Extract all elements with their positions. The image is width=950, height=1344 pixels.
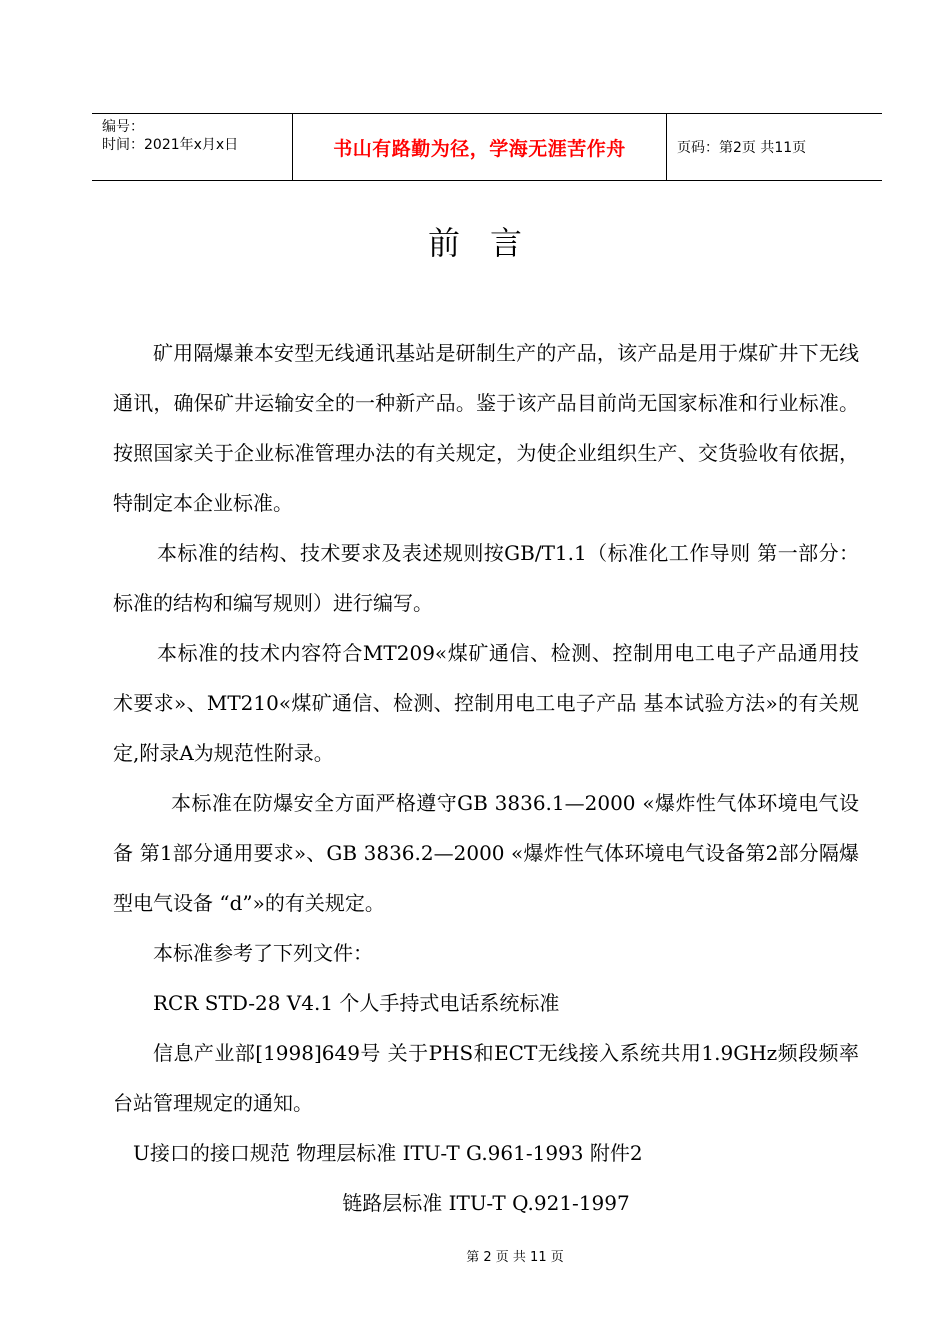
page-title: 前言 xyxy=(427,224,552,262)
header-meta-cell xyxy=(92,114,293,180)
document-body xyxy=(113,328,859,1228)
paragraph-references-intro: 本标准参考了下列文件： xyxy=(153,941,373,965)
header-page-cell xyxy=(667,114,882,180)
document-number-label: 编号： xyxy=(102,119,144,135)
reference-item: 链路层标准 ITU-T Q.921-1997 xyxy=(342,1191,630,1215)
header-page-info: 页码：第2页 共11页 xyxy=(677,140,807,156)
document-time-label: 时间：2021年x月x日 xyxy=(102,137,239,153)
paragraph-safety: 本标准在防爆安全方面严格遵守GB 3836.1—2000 «爆炸性气体环境电气设备 第1部分通用要求»、GB 3836.2—2000 «爆炸性气体环境电气设备第2部分隔爆型电气设备 “d”»的有关规定。 xyxy=(113,791,859,915)
header-motto: 书山有路勤为径，学海无涯苦作舟 xyxy=(333,137,626,160)
reference-item: 信息产业部[1998]649号 关于PHS和ECT无线接入系统共用1.9GHz频段频率台站管理规定的通知。 xyxy=(113,1041,859,1115)
header-motto-cell xyxy=(293,114,667,180)
reference-item: RCR STD-28 V4.1 个人手持式电话系统标准 xyxy=(153,991,560,1015)
paragraph-structure: 本标准的结构、技术要求及表述规则按GB/T1.1（标准化工作导则 第一部分：标准的结构和编写规则）进行编写。 xyxy=(113,541,859,615)
page-footer: 第 2 页 共 11 页 xyxy=(466,1250,564,1265)
paragraph-intro: 矿用隔爆兼本安型无线通讯基站是研制生产的产品，该产品是用于煤矿井下无线通讯，确保矿井运输安全的一种新产品。鉴于该产品目前尚无国家标准和行业标准。按照国家关于企业标准管理办法的有关规定，为使企业组织生产、交货验收有依据，特制定本企业标准。 xyxy=(113,341,859,515)
document-header xyxy=(92,113,882,181)
reference-item: U接口的接口规范 物理层标准 ITU-T G.961-1993 附件2 xyxy=(133,1141,643,1165)
paragraph-technical: 本标准的技术内容符合MT209«煤矿通信、检测、控制用电工电子产品通用技术要求»、MT210«煤矿通信、检测、控制用电工电子产品 基本试验方法»的有关规定,附录A为规范性附录。 xyxy=(113,641,859,765)
